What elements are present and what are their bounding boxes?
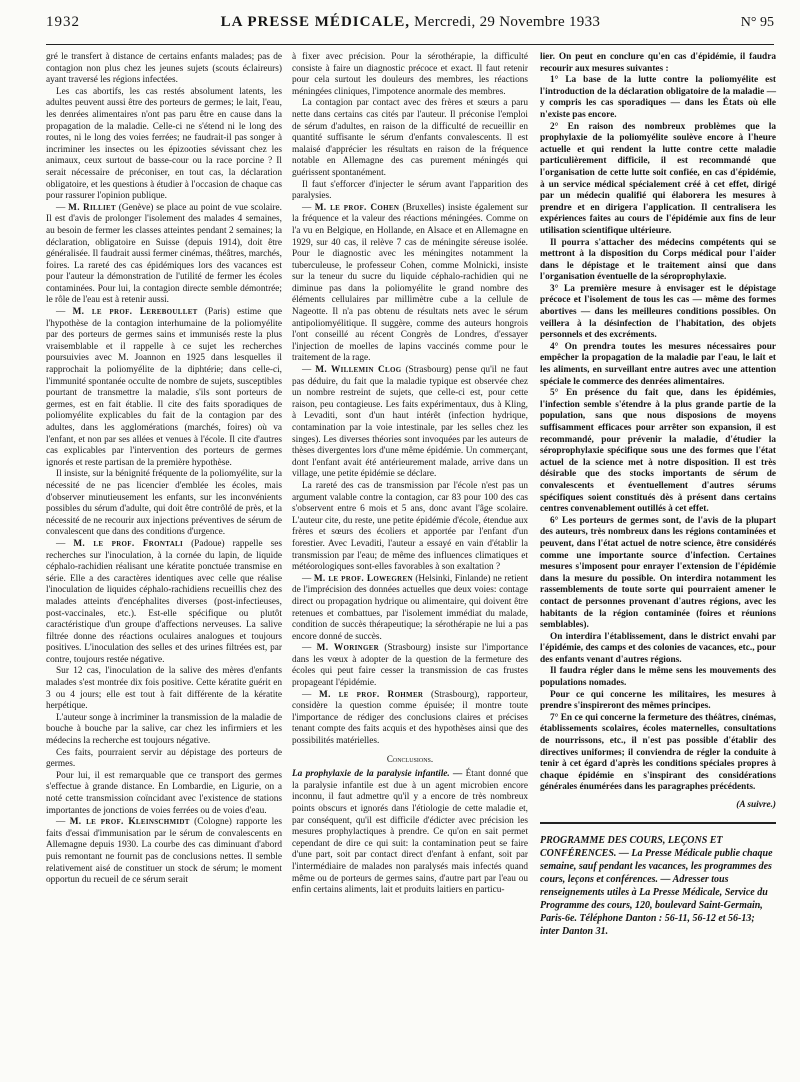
page-header [46, 14, 774, 38]
measure-item: 7° En ce qui concerne la fermeture des théâtres, cinémas, établissements scolaires, écoles maternelles, consultations de nourrissons, etc., il n'est pas possible d'établir des directives uniformes; il conviendra de régler la conduite à tenir à cet égard d'après les conditions spéciales propres à chaque épidémie en s'inspirant des considérations générales énumérées dans les paragraphes précédents. [540, 712, 776, 793]
header-rule [46, 44, 774, 45]
paragraph: — M. le prof. Frontali (Padoue) rappelle ses recherches sur l'inoculation, à la cornée du lapin, de liquide céphalo-rachidien réalisant une kératite ponctuée transmise en série. Elle a des caractères identiques avec celle que réalise l'inoculation de liquides céphalo-rachidiens recueillis chez des malades atteints d'encéphalites diverses (post-infectieuses, post-vaccinales, etc.). Est-elle spécifique ou plutôt caractéristique d'un groupe d'affections nerveuses. La salive filtrée donne des réactions oculaires analogues et toujours positives. L'inoculation des selles et des urines filtrées est, par contre, toujours restée négative. [46, 538, 282, 665]
column-2 [292, 52, 529, 896]
paragraph: — M. Willemin Clog (Strasbourg) pense qu'il ne faut pas déduire, du fait que la maladie typique est observée chez un nombre restreint de sujets, que celle-ci est, pour cette raison, peu contagieuse. Les faits expérimentaux, dus à Kling, à Levaditi, sont d'un haut intérêt (infection hydrique, contamination par la voie intestinale, par les selles chez les singes). Les diverses théories sont invoquées par les auteurs de thèses divergentes lors d'une même épidémie. Un commerçant, dont l'enfant avait été antérieurement malade, arrive dans un village, une petite épidémie se déclare. [292, 365, 528, 480]
speaker-name: M. Rilliet [68, 202, 116, 213]
speaker-name: M. le prof. Lereboullet [72, 307, 198, 318]
measure-item: 3° La première mesure à envisager est le dépistage précoce et l'isolement de tous les cas — même des formes abortives — dans les meilleures conditions possibles. On veillera à la désinfection de l'habitation, des objets personnels et des excréments. [540, 283, 776, 341]
speaker-name: M. le prof. Frontali [73, 538, 184, 549]
paragraph: lier. On peut en conclure qu'en cas d'épidémie, il faudra recourir aux mesures suivantes : [540, 52, 776, 74]
paragraph: Les cas abortifs, les cas restés absolument latents, les adultes peuvent aussi être des porteurs de germes; le lait, l'eau, les denrées alimentaires n'ont pas paru être en cause dans la propagation de la maladie. Celle-ci ne s'étend ni le long des routes, ni le long des voies ferrées; ne faudrait-il pas songer à incriminer les insectes ou les épizooties sévissant chez les animaux, ceux surtout de basse-cour ou la race porcine ? Il serait nécessaire de préconiser, en tout cas, la déclaration obligatoire, et les questions à étudier à l'occasion de chaque cas pour rassurer l'opinion publique. [46, 86, 282, 202]
paragraph: Il insiste, sur la bénignité fréquente de la poliomyélite, sur la nécessité de ne pas licencier d'emblée les écoles, mais d'observer minutieusement les enfants, sur les inconvénients possibles du sérum d'adulte, qui doit être contrôlé de près, et la nécessité de ne recourir aux injections préventives de sérum de convalescent que dans des conditions d'urgence. [46, 469, 282, 538]
paragraph: Ces faits, pourraient servir au dépistage des porteurs de germes. [46, 747, 282, 770]
paragraph: gré le transfert à distance de certains enfants malades; pas de contagion non plus chez les jeunes sujets (scouts éclaireurs) ayant traversé les régions infectées. [46, 52, 282, 86]
speaker-name: M. le prof. Lowegren [313, 573, 413, 584]
measure-item: 6° Les porteurs de germes sont, de l'avis de la plupart des auteurs, très nombreux dans les régions contaminées et peuvent, dans l'état actuel de notre science, être considérés comme une importante source d'infection. Certaines mesures s'imposent pour enrayer l'extension de l'épidémie dans la mesure du possible. On interdira notamment les rassemblements de toute sorte qui pourraient amener le contact de personnes provenant d'autres régions, avec les habitants de la région contaminée (foires et réunions semblables). [540, 515, 776, 631]
paragraph-text: (Paris) estime que l'hypothèse de la contagion interhumaine de la poliomyélite par des porteurs de germes sains et immunisés reste la plus vraisemblable et il rappelle à ce sujet les recherches poursuivies avec M. Joannon en 1925 dans lesquelles il rapprochait la poliomyélite de la diphtérie; dans celle-ci, l'immunité spontanée occulte de nombre de sujets, susceptibles pourtant de transmettre la maladie, s'ils sont porteurs de germes, est en fait établie. Il cite des faits sporadiques de poliomyélite explicables du fait de la contagion par des adultes, dans les agglomérations (marchés, foires) où va l'enfant, et non par ses allées et venues à l'école. Il cite d'autres cas explicables par l'intervention des porteurs de germes ignorés et reste partisan de la première hypothèse. [46, 307, 283, 468]
measure-item: 4° On prendra toutes les mesures nécessaires pour empêcher la propagation de la maladie par l'eau, le lait et les aliments, en surveillant entre autres avec une attention spéciale le commerce des denrées alimentaires. [540, 341, 776, 387]
issue-number: N° 95 [740, 15, 774, 30]
journal-name: LA PRESSE MÉDICALE, [220, 14, 411, 30]
paragraph: — M. le prof. Cohen (Bruxelles) insiste également sur la fréquence et la valeur des réactions méningées. Comme on l'a vu en Belgique, en Hollande, en Alsace et en Allemagne en 1929, sur 40 cas, il relève 7 cas de méningite séreuse isolée. Pour le diagnostic avec les méningites notamment la tuberculeuse, le professeur Cohen, comme Molnicki, insiste sur la teneur du sucre du liquide céphalo-rachidien qui ne diminue pas dans la poliomyélite le grand nombre des éléments cellulaires par millimètre cube a la cellule de Nageotte. Il n'a pas obtenu de résultats nets avec le sérum antipoliomyélitique. Il suggère, comme des auteurs hongrois l'ont conseillé au récent Congrès de Londres, d'essayer l'injection de moelles de lapins vaccinés comme pour le traitement de la rage. [292, 202, 528, 364]
paragraph: — M. Woringer (Strasbourg) insiste sur l'importance dans les vœux à adopter de la question de la fermeture des écoles qui peut faire cesser la transmission de cas frustes propageant l'épidémie. [292, 643, 528, 689]
paragraph-text: (Strasbourg) insiste sur l'importance dans les vœux à adopter de la question de la fermeture des écoles qui peut faire cesser la transmission de cas frustes propageant l'épidémie. [292, 643, 528, 689]
paragraph: — M. Rilliet (Genève) se place au point de vue scolaire. Il est d'avis de prolonger l'isolement des malades 4 semaines, au besoin de fermer les classes atteintes pendant 2 semaines; la déclaration, obligatoire en Suisse (depuis 1914), doit être généralisée. Il faudrait aussi fermer cinémas, théâtres, marchés, foires. La rareté des cas épidémiques lors des vacances est pour l'auteur la démonstration de l'utilité de fermer les écoles contaminées. Pour lui, la contagion directe semble démontrée; le rôle de l'eau est à retenir aussi. [46, 202, 282, 306]
measure-item: 2° En raison des nombreux problèmes que la prophylaxie de la poliomyélite soulève encore à l'heure actuelle et qui rendent la lutte contre cette maladie particulièrement difficile, il est recommandé que l'organisation de cette lutte soit confiée, en cas d'épidémie, à un service médical spécialement créé à cet effet, dirigé par un médecin qualifié qui élaborera les mesures à prendre et en dirigera l'application. Il centralisera les expériences faites au cours de l'épidémie aux fins de leur utilisation scientifique ultérieure. [540, 121, 776, 236]
paragraph: Pour lui, il est remarquable que ce transport des germes s'effectue à grande distance. En Lombardie, en Ligurie, on a noté cette transmission coïncidant avec l'existence de stations importantes de jonctions de voies ferrées ou de voies d'eau. [46, 770, 282, 816]
paragraph-text: (Strasbourg), rapporteur, considère la question comme épuisée; il montre toute l'importance de rédiger des conclusions claires et précises tenant compte des faits acquis et des hypothèses ainsi que des possibilités matérielles. [292, 689, 529, 747]
measure-item: 5° En présence du fait que, dans les épidémies, l'infection semble s'étendre à la plus grande partie de la population, sans que nous disposions de moyens suffisamment efficaces pour arrêter son expansion, il est recommandé, pour prévenir la maladie, d'étudier la séroprophylaxie spécifique sous une des formes que l'état actuel de la science met à notre disposition. Il est très désirable que des stocks importants de sérum de convalescents et éventuellement d'autres sérums spécifiques soient constitués dès à présent dans certains centres convenablement outillés à cet effet. [540, 388, 776, 515]
paragraph: Sur 12 cas, l'inoculation de la salive des mères d'enfants malades s'est montrée dix fois positive. Cette kératite guérit en 3 ou 4 jours; elle est tout à fait différente de la kératite herpétique. [46, 666, 282, 712]
announcement-title: PROGRAMME DES COURS, LEÇONS ET CONFÉRENCES. [540, 835, 723, 859]
measure-item: 1° La base de la lutte contre la poliomyélite est l'introduction de la déclaration obligatoire de la maladie — y compris les cas sporadiques — dans les États où elle n'existe pas encore. [540, 75, 776, 120]
announcement-body: — La Presse Médicale publie chaque semaine, sauf pendant les vacances, les programmes des cours, leçons et conférences. — Adresser tous renseignements utiles à La Presse Médicale, Service du Programme des cours, 120, boulevard Saint-Germain, Paris-6e. Téléphone Danton : 56-11, 56-12 et 56-13; inter Danton 31. [540, 848, 773, 937]
paragraph: La contagion par contact avec des frères et sœurs a paru nette dans certains cas cités par l'auteur. Il préconise l'emploi de sérum d'adultes, en raison de la difficulté de recueillir en quantité suffisante le sérum d'enfants convalescents. Il est malaisé d'apprécier les résultats en raison de la fréquence notable en Allemagne des cas purement méningés qui guérissent spontanément. [292, 98, 528, 178]
paragraph: Il faut s'efforcer d'injecter le sérum avant l'apparition des paralysies. [292, 179, 528, 202]
speaker-name: M. le prof. Rohmer [319, 689, 424, 700]
speaker-name: M. le prof. Kleinschmidt [69, 817, 190, 828]
column-3 [540, 52, 776, 812]
speaker-name: M. le prof. Cohen [314, 202, 400, 213]
program-announcement [540, 822, 776, 938]
speaker-name: M. Willemin Clog [315, 365, 402, 376]
paragraph: La rareté des cas de transmission par l'école n'est pas un argument valable contre la contagion, car 83 pour 100 des cas s'observent entre 6 mois et 5 ans, donc avant l'âge scolaire. L'auteur cite, du reste, une petite épidémie d'école, étendue aux frères et sœurs des écoliers et apportée par l'enfant d'un forestier. Avec Levaditi, l'auteur a essayé en vain d'établir la transmission par l'eau; de même des influences climatiques et météorologiques sont-elles favorables à son exaltation ? [292, 480, 528, 573]
paragraph: — M. le prof. Lowegren (Helsinki, Finlande) ne retient de l'imprécision des données actuelles que deux voies: contage direct ou propagation hydrique ou alimentaire, qui doivent être retenues et combattues, par l'isolement immédiat du malade, condition de succès thérapeutique; la sérothérapie ne lui a pas encore donné de succès. [292, 573, 529, 642]
paragraph-text: (Cologne) rapporte les faits d'essai d'immunisation par le sérum de convalescents en Allemagne depuis 1930. La courbe des cas diminuant d'abord puis remontant ne fournit pas de conclusions nettes. Il semble relativement aisé de constituer un stock de sérum; le moment opportun du recueil de ce sérum serait [46, 817, 282, 886]
paragraph-text: (Bruxelles) insiste également sur la fréquence et la valeur des réactions méningées. Comme on l'a vu en Belgique, en Hollande, en Alsace et en Allemagne en 1929, sur 40 cas, il relève 7 cas de méningite séreuse isolée. Pour le diagnostic avec les méningites notamment la tuberculeuse, le professeur Cohen, comme Molnicki, insiste sur la teneur du sucre du liquide céphalo-rachidien qui ne diminue pas dans la poliomyélite le grand nombre des éléments cellulaires par millimètre cube a la cellule de Nageotte. Il n'a pas obtenu de résultats nets avec le sérum antipoliomyélitique. Il suggère, comme des auteurs hongrois l'ont conseillé au récent Congrès de Londres, d'essayer l'injection de moelles de lapins vaccinés comme pour le traitement de la rage. [292, 202, 528, 364]
to-be-continued: (A suivre.) [736, 800, 776, 810]
paragraph-text: (Helsinki, Finlande) ne retient de l'imprécision des données actuelles que deux voies: contage direct ou propagation hydrique ou alimentaire, qui doivent être retenues et combattues, par l'isolement immédiat du malade, condition de succès thérapeutique; la sérothérapie ne lui a pas encore donné de succès. [292, 573, 529, 642]
measure-item: Pour ce qui concerne les militaires, les mesures à prendre s'inspireront des mêmes principes. [540, 689, 776, 712]
paragraph: — M. le prof. Kleinschmidt (Cologne) rapporte les faits d'essai d'immunisation par le sérum de convalescents en Allemagne depuis 1930. La courbe des cas diminuant d'abord puis remontant ne fournit pas de conclusions nettes. Il semble relativement aisé de constituer un stock de sérum; le moment opportun du recueil de ce sérum serait [46, 817, 282, 886]
paragraph-text: (Padoue) rappelle ses recherches sur l'inoculation, à la cornée du lapin, de liquide céphalo-rachidien réalisant une kératite ponctuée transmise en série. Elle a des caractères identiques avec celle que réalise l'inoculation de liquides céphalo-rachidiens recueillis chez des malades atteints d'encéphalites diverses (post-infectieuses, post-vaccinales, etc.). Est-elle spécifique ou plutôt caractéristique d'un groupe d'affections nerveuses. La salive filtrée donne des réactions oculaires analogues et toujours positives. L'inoculation des selles et des urines filtrées est, par contre, toujours restée négative. [46, 538, 282, 665]
publication-title [221, 14, 601, 31]
paragraph: — M. le prof. Lereboullet (Paris) estime que l'hypothèse de la contagion interhumaine de la poliomyélite par des porteurs de germes sains et immunisés reste la plus vraisemblable et il rappelle à ce sujet les recherches poursuivies avec M. Joannon en 1925 dans lesquelles il rapprochait la poliomyélite de la diphtérie; dans celle-ci, l'immunité spontanée occulte de nombre de sujets, susceptibles pourtant de transmettre la maladie, s'ils sont porteurs de germes, est en fait établie. Il cite des faits sporadiques de poliomyélite explicables du fait de la contagion par des adultes, dans les agglomérations (marchés, foires) où va l'enfant, et non par ses allées et venues à l'école. Il cite d'autres cas explicables par l'intervention des porteurs de germes ignorés et reste partisan de la première hypothèse. [46, 307, 283, 468]
section-heading: Conclusions. [386, 753, 434, 764]
paragraph-text: Étant donné que la paralysie infantile est due à un agent microbien encore inconnu, il faut admettre qu'il y a encore de très nombreux points obscurs et ignorés dans l'étiologie de cette maladie et, par conséquent, qu'il est difficile d'édicter avec précision les mesures prophylactiques à prendre. Ce qu'on en sait permet cependant de dire ce qui suit: la contamination peut se faire d'une part, soit par contact direct d'enfant à enfant, soit par l'intermédiaire de malades non paralysés mais infectés quand même ou de porteurs de germes sains, d'autre part par l'eau ou enfin certains aliments, lait et produits laitiers en particu- [292, 769, 528, 896]
measure-item: Il faudra régler dans le même sens les mouvements des populations nomades. [540, 666, 776, 689]
paragraph: — M. le prof. Rohmer (Strasbourg), rapporteur, considère la question comme épuisée; il montre toute l'importance de rédiger des conclusions claires et précises tenant compte des faits acquis et des hypothèses ainsi que des possibilités matérielles. [292, 689, 529, 747]
speaker-name: M. Woringer [316, 643, 380, 654]
paragraph: à fixer avec précision. Pour la sérothérapie, la difficulté consiste à faire un diagnostic précoce et exact. Il faut retenir pour cela surtout les douleurs des membres, les réactions méningées cliniques, l'impotence anormale des membres. [292, 52, 528, 97]
subsection-title: La prophylaxie de la paralysie infantile. — [292, 769, 463, 780]
measure-item: On interdira l'établissement, dans le district envahi par l'épidémie, des camps et des colonies de vacances, etc., pour des enfants venant d'autres régions. [540, 631, 776, 665]
measure-item: Il pourra s'attacher des médecins compétents qui se mettront à la disposition du Corps médical pour l'aider dans le dépistage et le traitement ainsi que dans l'organisation éventuelle de la séroprophylaxie. [540, 237, 776, 283]
paragraph-text: (Genève) se place au point de vue scolaire. Il est d'avis de prolonger l'isolement des malades 4 semaines, au besoin de fermer les classes atteintes pendant 2 semaines; la déclaration, obligatoire en Suisse (depuis 1914), doit être généralisée. Il faudrait aussi fermer cinémas, théâtres, marchés, foires. La rareté des cas épidémiques lors des vacances est pour l'auteur la démonstration de l'utilité de fermer les écoles contaminées. Pour lui, la contagion directe semble démontrée; le rôle de l'eau est à retenir aussi. [46, 202, 282, 306]
issue-date: Mercredi, 29 Novembre 1933 [414, 14, 601, 30]
paragraph-text: (Strasbourg) pense qu'il ne faut pas déduire, du fait que la maladie typique est observée chez un nombre restreint de sujets, que celle-ci est, pour cette raison, peu contagieuse. Les faits expérimentaux, dus à Kling, à Levaditi, sont d'un haut intérêt (infection hydrique, contamination par la voie intestinale, par les selles chez les singes). Les diverses théories sont invoquées par les auteurs de thèses divergentes lors d'une même épidémie. Un commerçant, dont l'enfant avait été antérieurement malade, arrive dans un village, une petite épidémie se déclare. [292, 365, 528, 480]
paragraph [292, 769, 528, 897]
paragraph: L'auteur songe à incriminer la transmission de la maladie de bouche à bouche par la salive, car chez les infirmiers et les médecins la recherche est toujours négative. [46, 712, 282, 747]
column-1 [46, 52, 282, 1072]
page-number: 1932 [46, 14, 80, 30]
